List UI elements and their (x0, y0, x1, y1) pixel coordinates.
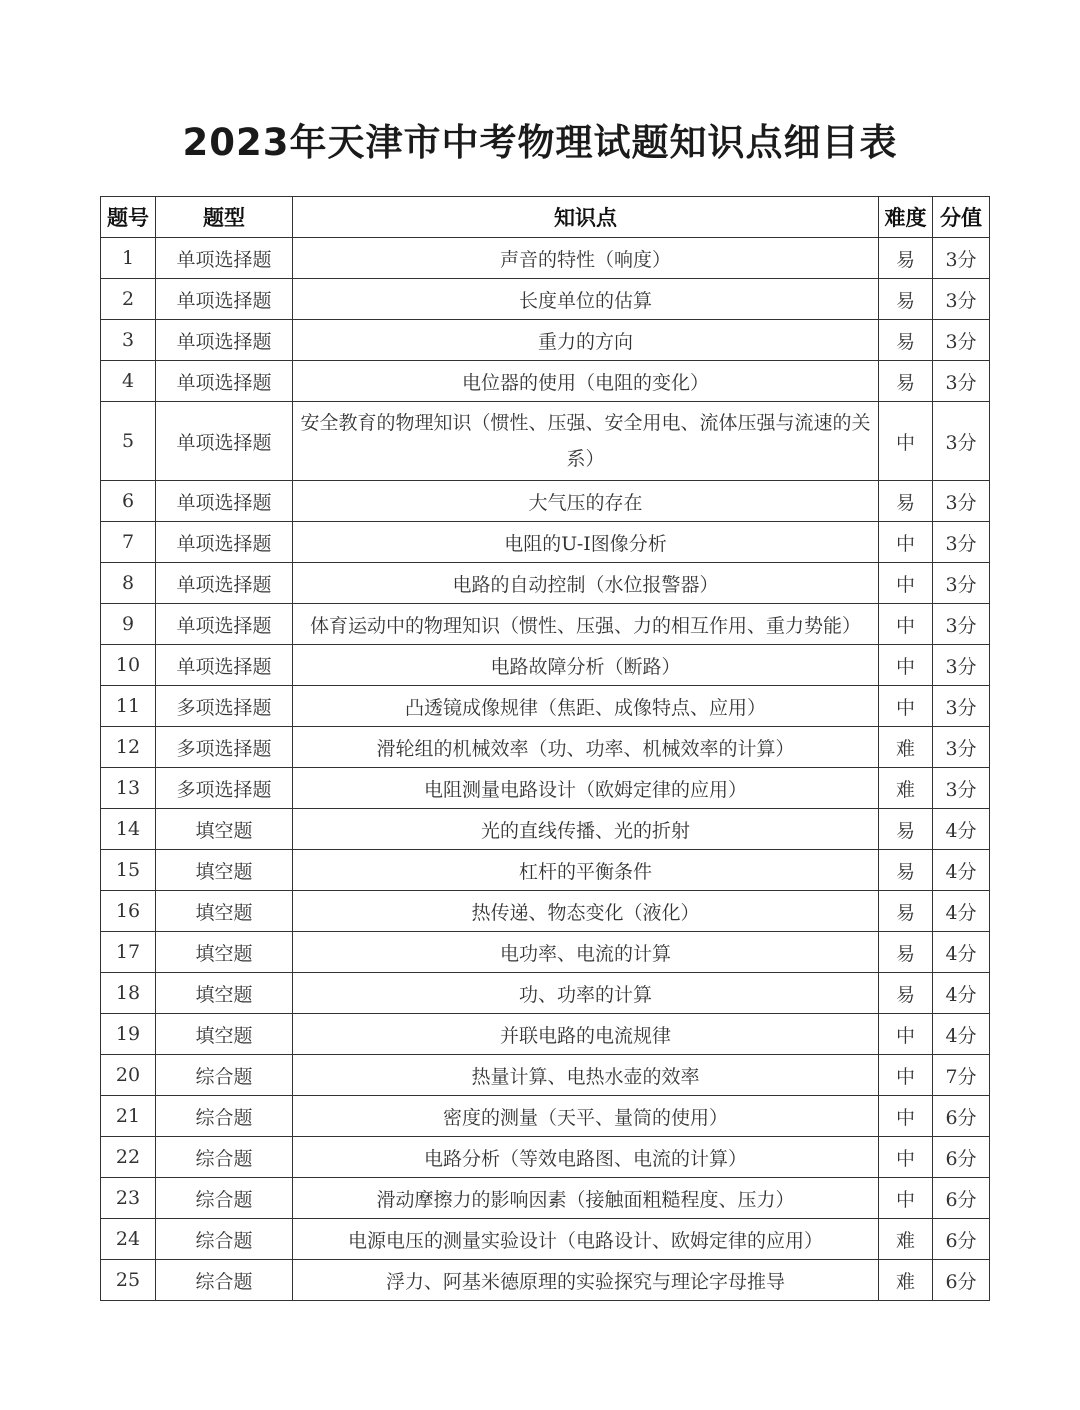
table-row (101, 645, 990, 686)
cell-type: 综合题 (156, 1055, 293, 1096)
cell-number: 5 (101, 402, 156, 481)
cell-type: 填空题 (156, 809, 293, 850)
cell-number: 17 (101, 932, 156, 973)
cell-knowledge: 声音的特性（响度） (293, 238, 879, 279)
cell-type: 单项选择题 (156, 361, 293, 402)
document-title: 2023年天津市中考物理试题知识点细目表 (182, 121, 898, 164)
cell-difficulty: 中 (879, 1137, 933, 1178)
cell-number: 18 (101, 973, 156, 1014)
cell-score: 3分 (933, 402, 990, 481)
cell-difficulty: 易 (879, 891, 933, 932)
cell-score: 3分 (933, 727, 990, 768)
cell-score: 6分 (933, 1096, 990, 1137)
table-row (101, 563, 990, 604)
table-row (101, 1137, 990, 1178)
cell-type: 单项选择题 (156, 563, 293, 604)
cell-difficulty: 中 (879, 686, 933, 727)
cell-type: 多项选择题 (156, 768, 293, 809)
cell-score: 6分 (933, 1137, 990, 1178)
cell-number: 4 (101, 361, 156, 402)
cell-number: 23 (101, 1178, 156, 1219)
cell-score: 3分 (933, 768, 990, 809)
cell-knowledge: 并联电路的电流规律 (293, 1014, 879, 1055)
cell-type: 单项选择题 (156, 604, 293, 645)
table-row (101, 1014, 990, 1055)
cell-type: 综合题 (156, 1178, 293, 1219)
cell-number: 15 (101, 850, 156, 891)
cell-knowledge: 长度单位的估算 (293, 279, 879, 320)
cell-type: 填空题 (156, 891, 293, 932)
table-row (101, 686, 990, 727)
cell-number: 20 (101, 1055, 156, 1096)
cell-number: 24 (101, 1219, 156, 1260)
header-number: 题号 (101, 197, 156, 238)
cell-score: 4分 (933, 932, 990, 973)
cell-difficulty: 中 (879, 1014, 933, 1055)
table-header-row (101, 197, 990, 238)
cell-number: 1 (101, 238, 156, 279)
cell-difficulty: 中 (879, 402, 933, 481)
table-row (101, 1096, 990, 1137)
cell-knowledge: 浮力、阿基米德原理的实验探究与理论字母推导 (293, 1260, 879, 1301)
cell-difficulty: 中 (879, 522, 933, 563)
table-row (101, 1178, 990, 1219)
cell-difficulty: 易 (879, 361, 933, 402)
cell-score: 6分 (933, 1178, 990, 1219)
cell-number: 25 (101, 1260, 156, 1301)
cell-score: 4分 (933, 891, 990, 932)
cell-score: 3分 (933, 686, 990, 727)
cell-type: 单项选择题 (156, 645, 293, 686)
header-difficulty: 难度 (879, 197, 933, 238)
cell-number: 12 (101, 727, 156, 768)
table-row (101, 522, 990, 563)
cell-knowledge: 大气压的存在 (293, 481, 879, 522)
cell-type: 综合题 (156, 1219, 293, 1260)
cell-knowledge: 电路故障分析（断路） (293, 645, 879, 686)
cell-score: 4分 (933, 850, 990, 891)
cell-score: 4分 (933, 973, 990, 1014)
cell-type: 单项选择题 (156, 481, 293, 522)
table-row (101, 891, 990, 932)
cell-difficulty: 易 (879, 320, 933, 361)
cell-number: 3 (101, 320, 156, 361)
table-row (101, 1219, 990, 1260)
cell-knowledge: 体育运动中的物理知识（惯性、压强、力的相互作用、重力势能） (293, 604, 879, 645)
cell-number: 6 (101, 481, 156, 522)
cell-difficulty: 中 (879, 1055, 933, 1096)
cell-knowledge: 电阻的U-I图像分析 (293, 522, 879, 563)
cell-score: 3分 (933, 522, 990, 563)
cell-score: 3分 (933, 645, 990, 686)
table-row (101, 727, 990, 768)
cell-knowledge: 热量计算、电热水壶的效率 (293, 1055, 879, 1096)
cell-score: 3分 (933, 563, 990, 604)
cell-score: 4分 (933, 809, 990, 850)
cell-knowledge: 电路的自动控制（水位报警器） (293, 563, 879, 604)
cell-number: 8 (101, 563, 156, 604)
cell-difficulty: 易 (879, 932, 933, 973)
cell-number: 11 (101, 686, 156, 727)
cell-number: 10 (101, 645, 156, 686)
cell-type: 综合题 (156, 1260, 293, 1301)
cell-type: 综合题 (156, 1096, 293, 1137)
cell-knowledge: 电阻测量电路设计（欧姆定律的应用） (293, 768, 879, 809)
cell-difficulty: 易 (879, 809, 933, 850)
header-knowledge: 知识点 (293, 197, 879, 238)
cell-score: 3分 (933, 481, 990, 522)
cell-difficulty: 难 (879, 727, 933, 768)
cell-knowledge: 电源电压的测量实验设计（电路设计、欧姆定律的应用） (293, 1219, 879, 1260)
cell-difficulty: 难 (879, 1219, 933, 1260)
cell-score: 3分 (933, 361, 990, 402)
table-row (101, 481, 990, 522)
cell-score: 4分 (933, 1014, 990, 1055)
table-row (101, 402, 990, 481)
cell-number: 16 (101, 891, 156, 932)
table-row (101, 809, 990, 850)
cell-type: 填空题 (156, 850, 293, 891)
cell-number: 22 (101, 1137, 156, 1178)
cell-difficulty: 难 (879, 768, 933, 809)
cell-type: 填空题 (156, 1014, 293, 1055)
cell-score: 3分 (933, 604, 990, 645)
cell-number: 19 (101, 1014, 156, 1055)
cell-type: 单项选择题 (156, 279, 293, 320)
cell-number: 13 (101, 768, 156, 809)
cell-number: 21 (101, 1096, 156, 1137)
cell-score: 7分 (933, 1055, 990, 1096)
cell-knowledge: 热传递、物态变化（液化） (293, 891, 879, 932)
cell-knowledge: 滑动摩擦力的影响因素（接触面粗糙程度、压力） (293, 1178, 879, 1219)
cell-knowledge: 光的直线传播、光的折射 (293, 809, 879, 850)
cell-difficulty: 中 (879, 604, 933, 645)
cell-score: 3分 (933, 320, 990, 361)
cell-score: 3分 (933, 279, 990, 320)
header-type: 题型 (156, 197, 293, 238)
cell-knowledge: 功、功率的计算 (293, 973, 879, 1014)
cell-score: 6分 (933, 1219, 990, 1260)
table-row (101, 932, 990, 973)
cell-knowledge: 电位器的使用（电阻的变化） (293, 361, 879, 402)
cell-knowledge: 安全教育的物理知识（惯性、压强、安全用电、流体压强与流速的关系） (293, 402, 879, 481)
table-row (101, 768, 990, 809)
cell-score: 3分 (933, 238, 990, 279)
cell-type: 综合题 (156, 1137, 293, 1178)
table-row (101, 973, 990, 1014)
cell-knowledge: 电功率、电流的计算 (293, 932, 879, 973)
table-row (101, 604, 990, 645)
cell-difficulty: 易 (879, 279, 933, 320)
cell-type: 单项选择题 (156, 402, 293, 481)
cell-type: 单项选择题 (156, 522, 293, 563)
cell-number: 2 (101, 279, 156, 320)
table-row (101, 279, 990, 320)
table-row (101, 1260, 990, 1301)
cell-difficulty: 中 (879, 563, 933, 604)
cell-type: 多项选择题 (156, 686, 293, 727)
table-row (101, 850, 990, 891)
table-row (101, 320, 990, 361)
cell-score: 6分 (933, 1260, 990, 1301)
cell-difficulty: 易 (879, 238, 933, 279)
cell-type: 单项选择题 (156, 238, 293, 279)
cell-number: 7 (101, 522, 156, 563)
cell-difficulty: 中 (879, 1096, 933, 1137)
cell-knowledge: 凸透镜成像规律（焦距、成像特点、应用） (293, 686, 879, 727)
cell-knowledge: 重力的方向 (293, 320, 879, 361)
cell-number: 9 (101, 604, 156, 645)
knowledge-table (100, 196, 990, 1301)
cell-type: 填空题 (156, 932, 293, 973)
cell-knowledge: 密度的测量（天平、量筒的使用） (293, 1096, 879, 1137)
cell-knowledge: 电路分析（等效电路图、电流的计算） (293, 1137, 879, 1178)
cell-difficulty: 中 (879, 645, 933, 686)
header-score: 分值 (933, 197, 990, 238)
cell-type: 单项选择题 (156, 320, 293, 361)
table-row (101, 238, 990, 279)
cell-knowledge: 滑轮组的机械效率（功、功率、机械效率的计算） (293, 727, 879, 768)
cell-difficulty: 易 (879, 973, 933, 1014)
table-row (101, 1055, 990, 1096)
cell-difficulty: 中 (879, 1178, 933, 1219)
cell-difficulty: 易 (879, 481, 933, 522)
cell-type: 多项选择题 (156, 727, 293, 768)
table-row (101, 361, 990, 402)
cell-knowledge: 杠杆的平衡条件 (293, 850, 879, 891)
cell-difficulty: 易 (879, 850, 933, 891)
cell-number: 14 (101, 809, 156, 850)
cell-type: 填空题 (156, 973, 293, 1014)
cell-difficulty: 难 (879, 1260, 933, 1301)
